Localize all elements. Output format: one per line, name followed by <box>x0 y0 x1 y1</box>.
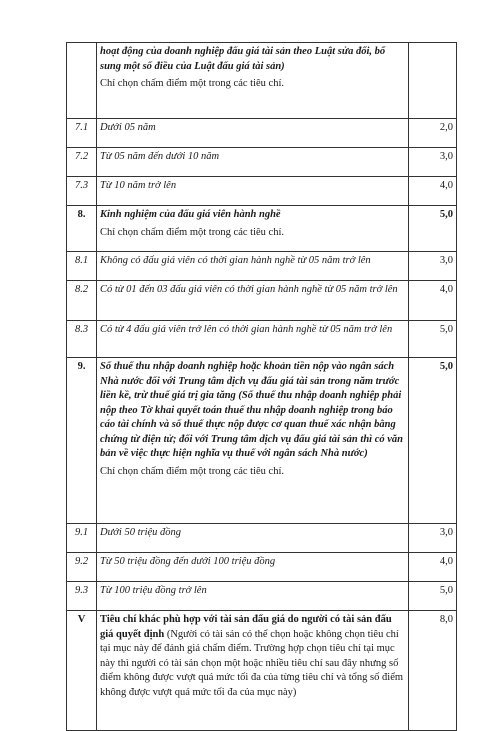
criterion-note: Chỉ chọn chấm điểm một trong các tiêu chí. <box>100 465 284 477</box>
table-row <box>67 206 457 252</box>
row-score: 5,0 <box>409 206 457 252</box>
table-row <box>67 611 457 731</box>
criterion-description: Dưới 05 năm <box>97 119 409 148</box>
row-number <box>67 43 97 119</box>
criteria-table <box>66 42 457 731</box>
criterion-description: Dưới 50 triệu đồng <box>97 524 409 553</box>
row-number: 7.3 <box>67 177 97 206</box>
row-score: 4,0 <box>409 553 457 582</box>
criterion-note: Chỉ chọn chấm điểm một trong các tiêu chí. <box>100 78 284 89</box>
table-row <box>67 43 457 119</box>
table-row <box>67 321 457 358</box>
criterion-description: Từ 05 năm đến dưới 10 năm <box>97 148 409 177</box>
row-score: 5,0 <box>409 321 457 358</box>
row-number: 8.1 <box>67 252 97 281</box>
criterion-explanation: (Người có tài sản có thể chọn hoặc không chọn tiêu chí tại mục này để đánh giá chấm điểm. Trường hợp chọn tiêu chí tại mục này thì người có tài sản chọn một hoặc nhiều tiêu chí sau đây nhưng số điểm không được vượt quá mức tối đa của từng tiêu chí và tổng số điểm không được vượt quá mức tối đa của mục này) <box>100 628 404 698</box>
criterion-description: Từ 50 triệu đồng đến dưới 100 triệu đồng <box>97 553 409 582</box>
row-score <box>409 43 457 119</box>
row-number: 9. <box>67 358 97 524</box>
criterion-description <box>97 43 409 119</box>
table-row <box>67 252 457 281</box>
criterion-description: Có từ 01 đến 03 đấu giá viên có thời gian hành nghề từ 05 năm trở lên <box>97 281 409 321</box>
criterion-description: Không có đấu giá viên có thời gian hành nghề từ 05 năm trở lên <box>97 252 409 281</box>
row-score: 5,0 <box>409 582 457 611</box>
criterion-title: Kinh nghiệm của đấu giá viên hành nghề <box>100 209 281 220</box>
row-score: 3,0 <box>409 252 457 281</box>
table-row <box>67 148 457 177</box>
row-score: 3,0 <box>409 148 457 177</box>
table-row <box>67 553 457 582</box>
criterion-title: Số thuế thu nhập doanh nghiệp hoặc khoản tiền nộp vào ngân sách Nhà nước đối với Trung tâm dịch vụ đấu giá tài sản trong năm trước liền kề, trừ thuế giá trị gia tăng (Số thuế thu nhập doanh nghiệp phải nộp theo Tờ khai quyết toán thuế thu nhập doanh nghiệp trong báo cáo tài chính và số thuế thực nộp được cơ quan thuế xác nhận bằng chứng từ điện tử; đối với Trung tâm dịch vụ đấu giá tài sản thì có văn bản về việc thực hiện nghĩa vụ thuế với ngân sách Nhà nước) <box>100 361 403 459</box>
criterion-note: Chỉ chọn chấm điểm một trong các tiêu chí. <box>100 226 284 238</box>
table-row <box>67 524 457 553</box>
table-row <box>67 281 457 321</box>
row-number: V <box>67 611 97 731</box>
table-row <box>67 582 457 611</box>
row-number: 7.1 <box>67 119 97 148</box>
row-number: 8.3 <box>67 321 97 358</box>
table-row <box>67 358 457 524</box>
row-number: 8. <box>67 206 97 252</box>
table-row <box>67 177 457 206</box>
row-number: 9.2 <box>67 553 97 582</box>
row-number: 7.2 <box>67 148 97 177</box>
criterion-title: Tiêu chí khác phù hợp với tài sản đấu giá do người có tài sản đấu giá quyết định <box>100 614 392 640</box>
row-score: 5,0 <box>409 358 457 524</box>
row-score: 4,0 <box>409 281 457 321</box>
criterion-description <box>97 358 409 524</box>
criterion-description <box>97 611 409 731</box>
row-number: 9.3 <box>67 582 97 611</box>
criterion-description: Có từ 4 đấu giá viên trở lên có thời gian hành nghề từ 05 năm trở lên <box>97 321 409 358</box>
row-number: 8.2 <box>67 281 97 321</box>
row-number: 9.1 <box>67 524 97 553</box>
criterion-description: Từ 10 năm trở lên <box>97 177 409 206</box>
row-score: 4,0 <box>409 177 457 206</box>
row-score: 8,0 <box>409 611 457 731</box>
criterion-description: Từ 100 triệu đồng trở lên <box>97 582 409 611</box>
row-score: 3,0 <box>409 524 457 553</box>
criterion-title: hoạt động của doanh nghiệp đấu giá tài sản theo Luật sửa đổi, bổ sung một số điều của Luật đấu giá tài sản) <box>100 46 386 72</box>
row-score: 2,0 <box>409 119 457 148</box>
table-row <box>67 119 457 148</box>
criterion-description <box>97 206 409 252</box>
